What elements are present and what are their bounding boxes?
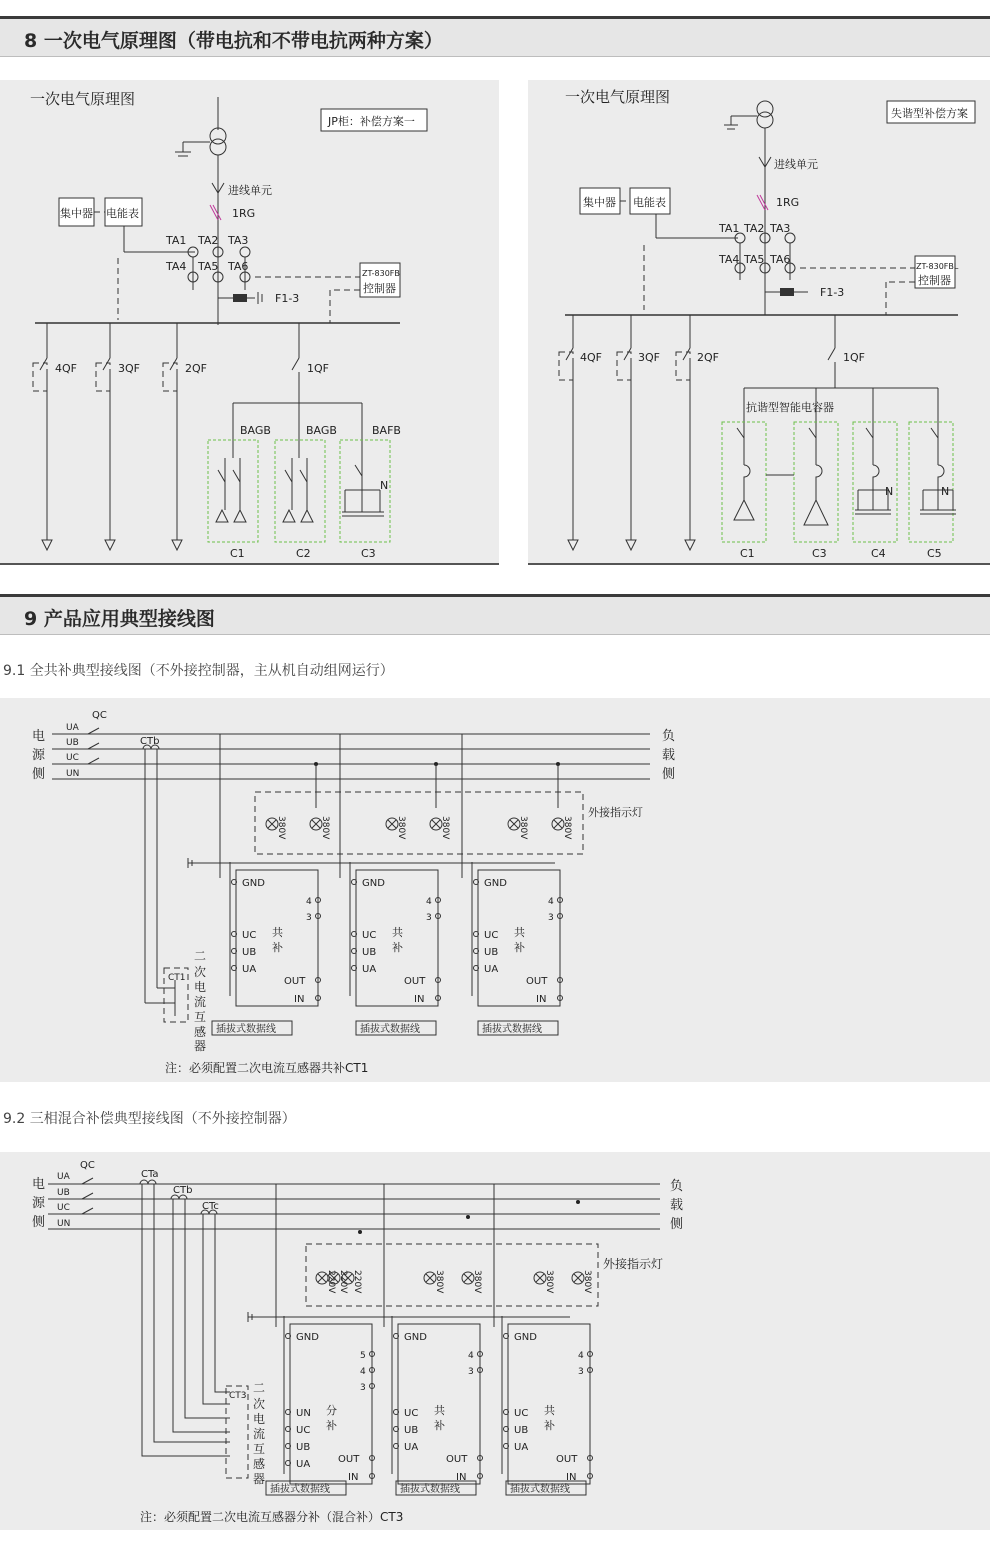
d2-load-3: 侧 [670,1217,684,1232]
left-ta1: TA1 [166,234,187,247]
right-title: 一次电气原理图 [565,88,671,106]
right-scheme-label: 失谐型补偿方案 [891,107,968,120]
d2-un: UN [57,1219,71,1229]
left-unit-1: BAGB [240,424,271,437]
right-ta2: TA2 [744,222,765,235]
d2-unit-1-in-UC: UC [296,1425,311,1436]
d1-qc: QC [92,710,107,721]
left-c3: C3 [361,547,376,560]
right-c5: C5 [927,547,942,560]
left-3qf: 3QF [118,362,140,375]
d2-unit-1-label-2: 补 [326,1419,337,1432]
d1-unit-2-lamp-2-voltage: 380V [440,816,450,840]
d1-unit-3-cable: 插拔式数据线 [482,1024,542,1035]
d2-unit-1-lamp-1-voltage: 220V [326,1270,336,1294]
d1-unit-3-pin-4: 4 [548,897,554,907]
d2-unit-2-gnd: GND [404,1332,427,1343]
d2-uc: UC [57,1203,70,1213]
right-ta1: TA1 [719,222,740,235]
d1-unit-3-in-UA: UA [484,964,499,975]
right-controller: 控制器 [918,274,951,287]
left-ta3: TA3 [228,234,249,247]
d2-ua: UA [57,1172,70,1182]
d2-unit-3-gnd: GND [514,1332,537,1343]
d1-unit-3-label-1: 共 [514,926,525,939]
right-c4: C4 [871,547,886,560]
d1-unit-2-gnd: GND [362,878,385,889]
left-ta5: TA5 [198,260,219,273]
d1-unit-1-label-1: 共 [272,926,283,939]
d2-unit-2-in: IN [456,1472,467,1483]
d2-load-1: 负 [670,1179,684,1194]
d2-unit-1-lamp-3-voltage: 220V [352,1270,362,1294]
d2-source-3: 侧 [32,1215,46,1230]
d2-unit-1-gnd: GND [296,1332,319,1343]
right-ta5: TA5 [744,253,765,266]
d1-unit-2-label-1: 共 [392,926,403,939]
left-ta4: TA4 [166,260,187,273]
d2-unit-2-in-UA: UA [404,1442,419,1453]
d1-uc: UC [66,753,79,763]
d1-unit-2-in-UA: UA [362,964,377,975]
right-concentrator: 集中器 [583,196,616,209]
d1-unit-3-in-UC: UC [484,930,499,941]
left-concentrator: 集中器 [60,207,93,220]
left-unit-3: BAFB [372,424,401,437]
d1-unit-1-out: OUT [284,976,306,987]
d2-unit-1-in: IN [348,1472,359,1483]
d2-ct-label-5: 互 [253,1442,266,1456]
d1-load-1: 负 [662,729,676,744]
d2-ct: CT3 [229,1391,247,1401]
right-neutral-c4: N [885,485,894,498]
d2-unit-1-out: OUT [338,1454,360,1465]
right-c3: C3 [812,547,827,560]
d1-load-3: 侧 [662,767,676,782]
right-controller-model: ZT-830FBL [916,262,959,271]
right-ta4: TA4 [719,253,740,266]
d2-unit-2-lamp-2-voltage: 380V [472,1270,482,1294]
d1-unit-3-label-2: 补 [514,941,525,954]
d1-unit-1-lamp-1-voltage: 380V [276,816,286,840]
d2-unit-2-out: OUT [446,1454,468,1465]
d1-un: UN [66,769,80,779]
d2-unit-2-label-2: 补 [434,1419,445,1432]
d2-unit-2-cable: 插拔式数据线 [400,1484,460,1495]
d2-unit-2-lamp-1-voltage: 380V [434,1270,444,1294]
d1-ct-label-2: 次 [194,965,207,979]
d2-unit-1-label-1: 分 [326,1404,337,1417]
d1-unit-2-pin-4: 4 [426,897,432,907]
left-2qf: 2QF [185,362,207,375]
d2-unit-3-lamp-2-voltage: 380V [582,1270,592,1294]
left-title: 一次电气原理图 [30,90,136,108]
d2-source-1: 电 [32,1177,46,1192]
diagram-right [528,80,990,565]
right-neutral-c5: N [941,485,950,498]
right-meter: 电能表 [633,196,666,209]
d1-load-2: 载 [662,748,676,763]
d1-unit-1-in-UB: UB [242,947,257,958]
d1-source-3: 侧 [32,767,46,782]
d2-unit-3-cable: 插拔式数据线 [510,1484,570,1495]
left-ta6: TA6 [228,260,249,273]
d1-unit-2-in-UB: UB [362,947,377,958]
d2-ct-label-6: 感 [253,1457,266,1471]
left-c1: C1 [230,547,245,560]
d2-unit-3-label-1: 共 [544,1404,555,1417]
d1-ua: UA [66,723,79,733]
left-ta2: TA2 [198,234,219,247]
d2-ctc: CTc [202,1201,219,1212]
d2-ct-label-7: 器 [253,1472,266,1486]
d2-ct-label-2: 次 [253,1397,266,1411]
d1-unit-1-cable: 插拔式数据线 [216,1024,276,1035]
left-branch-3qf [96,323,140,550]
right-cap-group: 抗谐型智能电容器 [746,401,834,414]
d1-unit-1-pin-4: 4 [306,897,312,907]
left-arrester: F1-3 [275,292,300,305]
d2-unit-1-in-UN: UN [296,1408,311,1419]
d2-unit-3-in: IN [566,1472,577,1483]
section-9-header [0,594,990,634]
diagram-left-panel [0,80,499,565]
d1-unit-2-pin-3: 3 [426,913,432,923]
left-branch-1qf [233,323,362,458]
right-branch-1qf [744,315,938,438]
d2-ub: UB [57,1188,70,1198]
d1-unit-1-lamp-2-voltage: 380V [320,816,330,840]
d1-ct-label-1: 二 [194,949,207,963]
d2-unit-1-pin-4: 4 [360,1367,366,1377]
left-scheme-label: JP柜：补偿方案一 [328,115,415,128]
d1-source-1: 电 [32,729,46,744]
d1-unit-2-label-2: 补 [392,941,403,954]
section-9-title: 9 产品应用典型接线图 [24,608,215,630]
d2-unit-3-lamp-1-voltage: 380V [544,1270,554,1294]
d1-unit-1-label-2: 补 [272,941,283,954]
d2-unit-3-in-UC: UC [514,1408,529,1419]
left-unit-2: BAGB [306,424,337,437]
d1-unit-3-gnd: GND [484,878,507,889]
right-c1: C1 [740,547,755,560]
d2-unit-3-in-UB: UB [514,1425,529,1436]
left-4qf: 4QF [55,362,77,375]
d1-unit-1-in-UC: UC [242,930,257,941]
left-neutral: N [380,479,389,492]
right-branch-3qf [617,315,660,550]
d1-ct-label-6: 感 [194,1025,207,1039]
d1-note: 注：必须配置二次电流互感器共补CT1 [165,1061,369,1075]
d1-unit-2-out: OUT [404,976,426,987]
diagram-9-2 [0,1152,990,1530]
d2-ct-label-1: 二 [253,1381,266,1395]
left-meter: 电能表 [106,207,139,220]
left-branch-2qf [163,323,207,550]
right-1qf: 1QF [843,351,865,364]
left-fuse: 1RG [232,207,256,220]
d1-unit-1-in: IN [294,994,305,1005]
d1-ct-label-7: 器 [194,1039,207,1053]
d2-cta: CTa [141,1169,159,1180]
d1-unit-3-out: OUT [526,976,548,987]
d1-unit-3-lamp-2-voltage: 380V [562,816,572,840]
d1-unit-1-pin-3: 3 [306,913,312,923]
d1-unit-1-in-UA: UA [242,964,257,975]
d2-unit-1-pin-5: 5 [360,1351,366,1361]
d1-ct: CT1 [168,973,186,983]
d2-unit-1-lamp-2-voltage: 220V [338,1270,348,1294]
left-1qf: 1QF [307,362,329,375]
diagram-9-1 [0,698,990,1082]
d2-unit-1-pin-3: 3 [360,1383,366,1393]
d1-ub: UB [66,738,79,748]
d2-lamps-label: 外接指示灯 [603,1257,664,1271]
diagram-left [0,80,499,565]
subtitle-9-2: 9.2 三相混合补偿典型接线图（不外接控制器） [3,1111,296,1127]
d2-unit-1-cable: 插拔式数据线 [270,1484,330,1495]
left-controller-model: ZT-830FB [362,269,400,278]
d2-unit-2-in-UB: UB [404,1425,419,1436]
subtitle-9-1: 9.1 全共补典型接线图（不外接控制器，主从机自动组网运行） [3,663,394,679]
left-c2: C2 [296,547,311,560]
right-3qf: 3QF [638,351,660,364]
left-controller: 控制器 [363,282,396,295]
d1-ct-label-4: 流 [194,995,207,1009]
d1-unit-3-in: IN [536,994,547,1005]
right-branch-4qf [559,315,602,550]
d2-ctb: CTb [173,1185,193,1196]
d2-unit-3-label-2: 补 [544,1419,555,1432]
right-branch-2qf [676,315,719,550]
section-8-title: 8 一次电气原理图（带电抗和不带电抗两种方案） [24,30,443,52]
d2-unit-3-pin-3: 3 [578,1367,584,1377]
d2-load-2: 载 [670,1198,684,1213]
diagram-right-panel [528,80,990,565]
d2-qc: QC [80,1160,95,1171]
right-fuse: 1RG [776,196,800,209]
d1-lamps-label: 外接指示灯 [588,806,643,819]
d1-unit-1-gnd: GND [242,878,265,889]
d2-note: 注：必须配置二次电流互感器分补（混合补）CT3 [140,1510,404,1524]
d1-unit-2-cable: 插拔式数据线 [360,1024,420,1035]
right-4qf: 4QF [580,351,602,364]
d2-unit-3-pin-4: 4 [578,1351,584,1361]
d2-unit-3-in-UA: UA [514,1442,529,1453]
d1-ct-label-3: 电 [194,980,207,994]
d2-unit-2-label-1: 共 [434,1404,445,1417]
d2-unit-3-out: OUT [556,1454,578,1465]
d2-unit-1-in-UB: UB [296,1442,311,1453]
d2-source-2: 源 [32,1196,46,1211]
right-2qf: 2QF [697,351,719,364]
right-incoming: 进线单元 [774,158,818,171]
left-incoming: 进线单元 [228,184,272,197]
d1-unit-3-in-UB: UB [484,947,499,958]
d1-unit-2-in-UC: UC [362,930,377,941]
d1-unit-2-lamp-1-voltage: 380V [396,816,406,840]
right-arrester: F1-3 [820,286,845,299]
right-ta3: TA3 [770,222,791,235]
right-ta6: TA6 [770,253,791,266]
section-8-header [0,16,990,56]
left-branch-4qf [33,323,77,550]
d1-ct-label-5: 互 [194,1010,207,1024]
d2-ct-label-4: 流 [253,1427,266,1441]
d1-unit-2-in: IN [414,994,425,1005]
d2-unit-2-pin-4: 4 [468,1351,474,1361]
d2-unit-2-pin-3: 3 [468,1367,474,1377]
d1-source-2: 源 [32,748,46,763]
d2-unit-1-in-UA: UA [296,1459,311,1470]
d1-unit-3-pin-3: 3 [548,913,554,923]
d2-ct-label-3: 电 [253,1412,266,1426]
d1-ctb: CTb [140,736,160,747]
d2-unit-2-in-UC: UC [404,1408,419,1419]
d1-unit-3-lamp-1-voltage: 380V [518,816,528,840]
